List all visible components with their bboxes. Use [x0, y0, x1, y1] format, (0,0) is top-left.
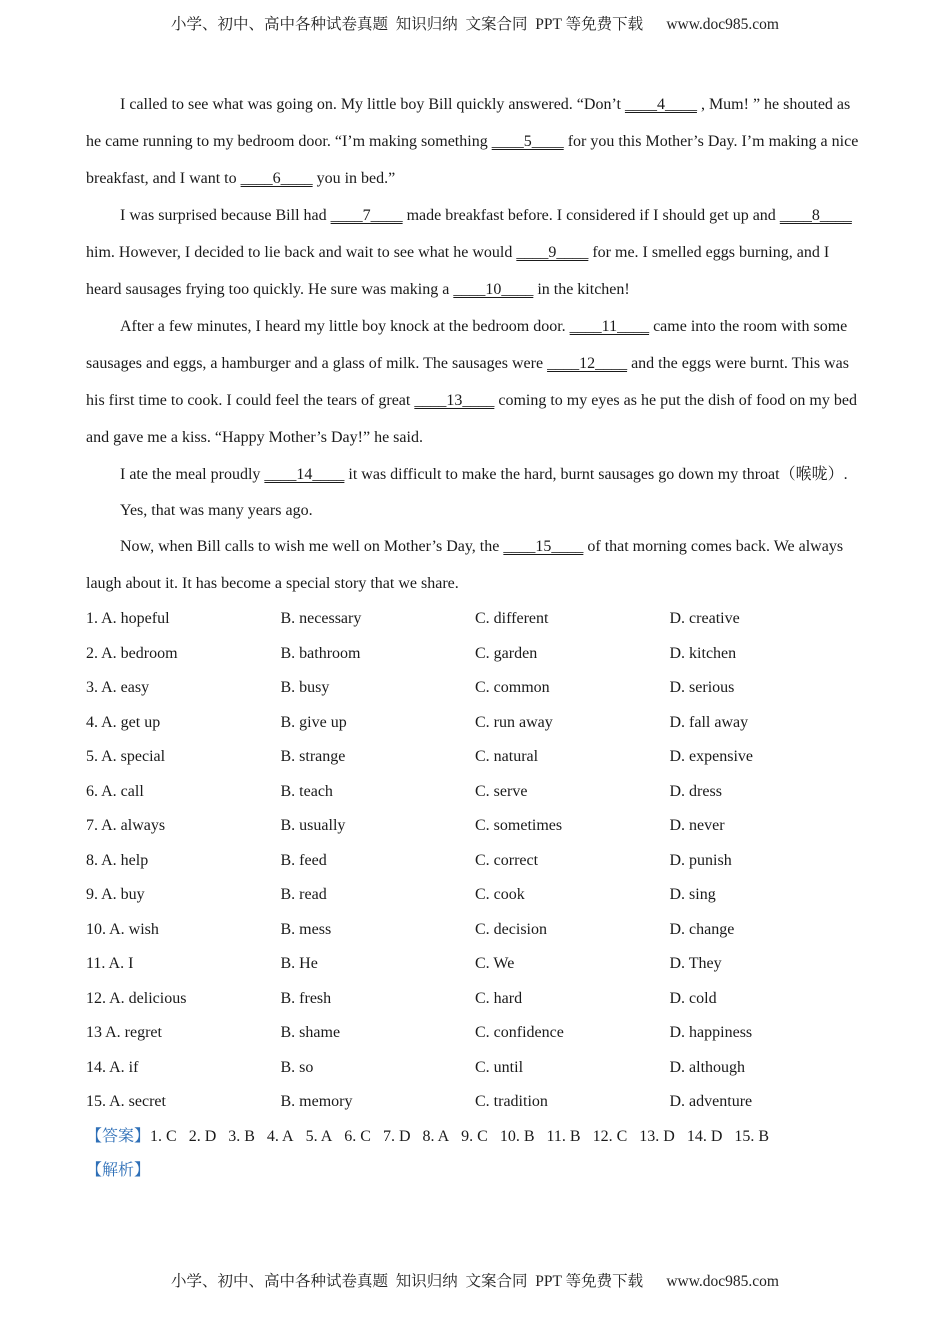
option-a: 6. A. call [86, 782, 144, 800]
option-row-2 [86, 637, 864, 672]
option-a: 7. A. always [86, 817, 166, 834]
document-body [86, 86, 864, 1189]
option-a: 10. A. wish [86, 920, 159, 938]
analysis-section [86, 1154, 864, 1189]
option-c: C. tradition [475, 1093, 548, 1110]
text-span: in the kitchen! [533, 281, 630, 298]
option-b: B. strange [280, 748, 346, 765]
blank-13: ____13____ [414, 392, 495, 409]
option-c: C. natural [475, 748, 539, 765]
text-span: made breakfast before. I considered if I should get up and [402, 207, 780, 224]
blank-5: ____5____ [491, 133, 564, 150]
option-row-13 [86, 1016, 864, 1051]
option-d: D. happiness [669, 1024, 753, 1041]
option-a: 5. A. special [86, 748, 166, 765]
option-c: C. cook [475, 886, 525, 903]
option-d: D. punish [669, 851, 732, 869]
blank-11: ____11____ [569, 318, 650, 335]
option-row-4 [86, 706, 864, 741]
text-span: for you this Mother’s Day. I’m making a nice breakfast, and I want to [86, 133, 859, 187]
answer-item: 3. B [228, 1127, 255, 1145]
option-d: D. serious [669, 679, 735, 696]
analysis-label: 【解析】 [86, 1162, 151, 1179]
answer-item: 6. C [344, 1127, 371, 1145]
option-d: D. dress [669, 782, 722, 800]
option-b: B. memory [280, 1093, 353, 1110]
option-d: D. cold [669, 989, 717, 1007]
option-c: C. garden [475, 644, 538, 662]
option-a: 14. A. if [86, 1058, 139, 1076]
blank-14: ____14____ [264, 466, 345, 483]
text-span: Yes, that was many years ago. [120, 502, 313, 519]
option-d: D. adventure [669, 1093, 753, 1110]
option-d: D. fall away [669, 713, 749, 731]
option-row-1 [86, 602, 864, 637]
option-d: D. creative [669, 610, 740, 627]
option-row-6 [86, 775, 864, 810]
passage-paragraph-5 [86, 493, 864, 528]
option-d: D. never [669, 817, 725, 834]
passage-paragraph-6 [86, 528, 864, 602]
answer-item: 13. D [639, 1127, 675, 1145]
text-span: you in bed.” [312, 170, 396, 187]
option-a: 15. A. secret [86, 1093, 166, 1110]
answer-item: 2. D [188, 1127, 217, 1145]
option-row-11 [86, 947, 864, 982]
option-b: B. teach [280, 782, 333, 800]
passage-paragraph-1 [86, 86, 864, 197]
blank-6: ____6____ [240, 170, 313, 187]
option-b: B. feed [280, 851, 327, 869]
option-row-7 [86, 809, 864, 844]
option-c: C. until [475, 1058, 524, 1076]
answer-item: 7. D [382, 1127, 411, 1145]
answer-label: 【答案】 [86, 1127, 151, 1145]
option-row-10 [86, 913, 864, 948]
answer-item: 1. C [150, 1127, 177, 1145]
option-row-8 [86, 844, 864, 879]
text-span: I was surprised because Bill had [120, 207, 331, 224]
option-a: 12. A. delicious [86, 989, 187, 1007]
text-span: I ate the meal proudly [120, 466, 265, 483]
option-c: C. decision [475, 920, 547, 938]
blank-15: ____15____ [503, 538, 584, 555]
option-d: D. kitchen [669, 644, 737, 662]
text-span: Now, when Bill calls to wish me well on Mother’s Day, the [120, 538, 504, 555]
option-c: C. We [475, 955, 515, 972]
option-b: B. He [280, 955, 318, 972]
passage-paragraph-4 [86, 456, 864, 493]
option-b: B. fresh [280, 989, 332, 1007]
option-c: C. confidence [475, 1024, 564, 1041]
option-a: 11. A. I [86, 955, 134, 972]
options-list [86, 602, 864, 1120]
text-span: , Mum! ” he shouted as he came running to my bedroom door. “I’m making something [86, 96, 851, 150]
passage-paragraph-2 [86, 197, 864, 308]
blank-10: ____10____ [453, 281, 534, 298]
passage-paragraph-3 [86, 308, 864, 456]
option-b: B. give up [280, 713, 347, 731]
answer-key [86, 1120, 864, 1155]
option-b: B. so [280, 1058, 314, 1076]
option-b: B. necessary [280, 610, 362, 627]
page-footer: 小学、初中、高中各种试卷真题 知识归纳 文案合同 PPT 等免费下载 www.doc985.com [171, 1273, 779, 1290]
option-a: 1. A. hopeful [86, 610, 170, 627]
answer-item: 15. B [734, 1127, 770, 1145]
option-c: C. run away [475, 713, 553, 731]
option-b: B. read [280, 886, 327, 903]
text-span: I called to see what was going on. My little boy Bill quickly answered. “Don’t [120, 96, 625, 113]
text-span: After a few minutes, I heard my little boy knock at the bedroom door. [120, 318, 570, 335]
option-a: 8. A. help [86, 851, 149, 869]
option-c: C. different [475, 610, 549, 627]
text-span: it was difficult to make the hard, burnt sausages go down my throat（喉咙）. [344, 466, 848, 483]
option-b: B. bathroom [280, 644, 361, 662]
answer-item: 11. B [546, 1127, 581, 1145]
text-span: came into the room with some sausages and eggs, a hamburger and a glass of milk. The sausages were [86, 318, 848, 372]
option-c: C. correct [475, 851, 539, 869]
text-span: and the eggs were burnt. This was his first time to cook. I could feel the tears of great [86, 355, 849, 409]
option-c: C. common [475, 679, 550, 696]
option-a: 3. A. easy [86, 679, 150, 696]
option-row-5 [86, 740, 864, 775]
option-d: D. They [669, 955, 722, 972]
blank-9: ____9____ [516, 244, 589, 261]
option-b: B. mess [280, 920, 332, 938]
option-row-12 [86, 982, 864, 1017]
text-span: him. However, I decided to lie back and wait to see what he would [86, 244, 517, 261]
option-b: B. shame [280, 1024, 341, 1041]
answer-item: 14. D [686, 1127, 723, 1145]
blank-8: ____8____ [779, 207, 852, 224]
answer-item: 12. C [592, 1127, 628, 1145]
option-row-15 [86, 1085, 864, 1120]
option-a: 4. A. get up [86, 713, 161, 731]
option-a: 9. A. buy [86, 886, 145, 903]
answer-item: 9. C [461, 1127, 488, 1145]
text-span: coming to my eyes as he put the dish of food on my bed and gave me a kiss. “Happy Mother’s Day!” he said. [86, 392, 857, 446]
blank-12: ____12____ [547, 355, 628, 372]
option-c: C. serve [475, 782, 528, 800]
option-row-3 [86, 671, 864, 706]
answer-item: 4. A [266, 1127, 294, 1145]
option-d: D. change [669, 920, 735, 938]
page-header: 小学、初中、高中各种试卷真题 知识归纳 文案合同 PPT 等免费下载 www.doc985.com [171, 16, 779, 33]
text-span: for me. I smelled eggs burning, and I heard sausages frying too quickly. He sure was making a [86, 244, 830, 298]
option-c: C. sometimes [475, 817, 563, 834]
option-d: D. expensive [669, 748, 754, 765]
answer-item: 10. B [499, 1127, 535, 1145]
option-a: 2. A. bedroom [86, 644, 178, 662]
option-b: B. busy [280, 679, 330, 696]
answer-item: 8. A [422, 1127, 450, 1145]
option-row-14 [86, 1051, 864, 1086]
option-a: 13 A. regret [86, 1024, 162, 1041]
option-b: B. usually [280, 817, 346, 834]
blank-7: ____7____ [330, 207, 403, 224]
option-d: D. although [669, 1058, 746, 1076]
option-row-9 [86, 878, 864, 913]
text-span: of that morning comes back. We always laugh about it. It has become a special story that we share. [86, 538, 844, 592]
option-d: D. sing [669, 886, 716, 903]
option-c: C. hard [475, 989, 523, 1007]
blank-4: ____4____ [624, 96, 697, 113]
answer-item: 5. A [305, 1127, 333, 1145]
